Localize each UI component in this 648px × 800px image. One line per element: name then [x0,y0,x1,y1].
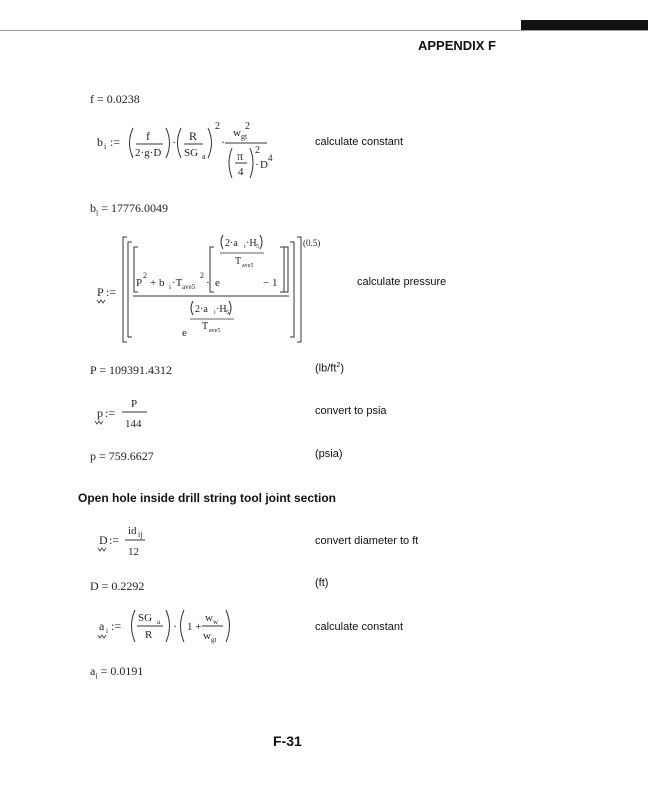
P-e: e [215,277,220,289]
result-f: f = 0.0238 [90,92,140,106]
ai-assign: := [111,619,122,633]
svg-text:·: · [173,619,177,633]
D-lhs: D [99,533,108,547]
result-ai-value: = 0.0191 [97,664,144,678]
unit-P [315,362,344,375]
bi-pi-exp: 2 [255,145,260,156]
result-bi-value: = 17776.0049 [98,201,169,215]
p-num: P [131,398,138,410]
exp-bracket-right [280,247,284,292]
note-calc-constant: calculate constant [315,136,404,148]
note-calc-constant-2: calculate constant [315,621,404,633]
inner-bracket-right [290,242,294,337]
result-P: P = 109391.4312 [90,363,172,377]
ai-ww-sub: w [213,618,219,626]
P-den-2aiH5: 2·a [195,304,208,315]
paren-right [250,148,253,178]
bi-wgt-exp: 2 [245,121,250,132]
P-den-T-sub: ave5 [209,328,221,334]
unit-P-close: ) [340,362,344,375]
result-bi-lhs: b [90,201,96,215]
P-exp-half: (0.5) [303,238,321,248]
paren-right [166,128,170,158]
note-convert-diameter: convert diameter to ft [315,535,419,547]
P-Tave-sub: ave5 [182,283,196,291]
P-T-sub: ave5 [242,263,254,269]
paren-left [132,610,136,642]
outer-bracket-left [123,237,127,342]
P-Tave-exp: 2 [200,271,204,280]
bi-D-exp: 4 [268,153,273,163]
D-num: id [128,525,137,537]
bi-lhs-sub: i [104,142,107,151]
svg-text:·: · [206,277,210,289]
D-assign: := [109,533,120,547]
p-den: 144 [125,418,142,430]
P-den-H5: ·H [216,304,227,315]
P-bi-sub: i [169,283,171,291]
P-plus-bi: + b [150,277,165,289]
P-H5: ·H [246,238,257,249]
note-calc-pressure: calculate pressure [357,276,447,288]
unit-p: (psia) [315,448,343,460]
unit-P-exp: 2 [336,362,341,369]
num-bracket-right [284,247,288,292]
P-lhs: P [97,285,104,299]
p-assign: := [105,406,116,420]
paren-right [226,610,230,642]
paren-left [181,610,185,642]
result-bi [90,201,168,217]
ai-ww: w [205,612,213,624]
P-den-e: e [182,327,187,339]
bi-four: 4 [238,166,244,178]
ai-SGa: SG [138,612,153,624]
P-formula [92,232,352,352]
p-lhs: p [97,406,103,420]
ai-wgt: w [203,630,211,642]
unit-D: (ft) [315,577,329,589]
paren-left [229,148,232,178]
ai-lhs-sub: i [106,627,108,635]
outer-bracket-right [297,237,301,342]
paren-right [166,610,170,642]
D-num-sub: ij [138,530,143,539]
D-den: 12 [128,546,139,558]
svg-text:·: · [221,135,225,149]
P-ai-sub: i [244,244,246,250]
bi-SGa: SG [184,147,199,159]
bi-pi: π [237,149,244,163]
P-H5-sub: 5 [256,244,259,250]
bi-SGa-sub: a [202,152,206,161]
ai-lhs: a [99,619,105,633]
bi-denom-f: 2·g·D [135,147,162,159]
P-dot-T: ·T [172,277,183,289]
ai-SGa-sub: a [157,618,161,626]
result-D: D = 0.2292 [90,579,145,593]
P-T: T [235,256,242,267]
bi-formula [95,116,285,196]
bi-wgt-sub: gt [241,132,248,141]
bi-R: R [189,129,198,143]
result-p: p = 759.6627 [90,449,154,463]
paren-left [130,128,134,158]
P-P-exp: 2 [143,271,147,280]
exp-bracket-left [210,247,214,292]
inner-bracket-left [128,242,132,337]
section-heading: Open hole inside drill string tool joint section [78,491,337,505]
result-ai-lhs: a [90,664,96,678]
P-assign: := [106,285,117,299]
bi-assign: := [110,135,121,149]
unit-P-text: (lb/ft [315,362,337,375]
paren-left [178,128,182,158]
note-convert-psia: convert to psia [315,405,387,417]
header-rule [0,30,648,31]
bi-D: D [260,159,268,171]
ai-one-plus: 1 + [187,621,202,633]
ai-R: R [145,629,153,641]
P-2aiH5: 2·a [225,238,238,249]
bi-exp2: 2 [215,121,220,132]
result-ai-sub: i [95,671,98,681]
page-number: F-31 [273,733,302,749]
P-minus-one: − 1 [263,277,278,289]
bi-lhs: b [97,135,103,149]
result-bi-sub: i [96,208,99,218]
ai-wgt-sub: gt [211,636,217,644]
paren-right [208,128,212,158]
P-den-ai-sub: i [214,310,216,316]
svg-text:·: · [172,135,176,149]
D-formula [95,523,165,563]
P-den-H5-sub: 5 [226,310,229,316]
result-ai [90,664,143,680]
appendix-title: APPENDIX F [417,38,496,53]
P-den-T: T [202,321,209,332]
p-formula [95,396,165,432]
P-P: P [136,277,143,289]
ai-formula [95,605,245,651]
svg-text:·: · [255,159,259,171]
bi-wgt: w [233,127,241,139]
bi-f: f [146,129,150,143]
